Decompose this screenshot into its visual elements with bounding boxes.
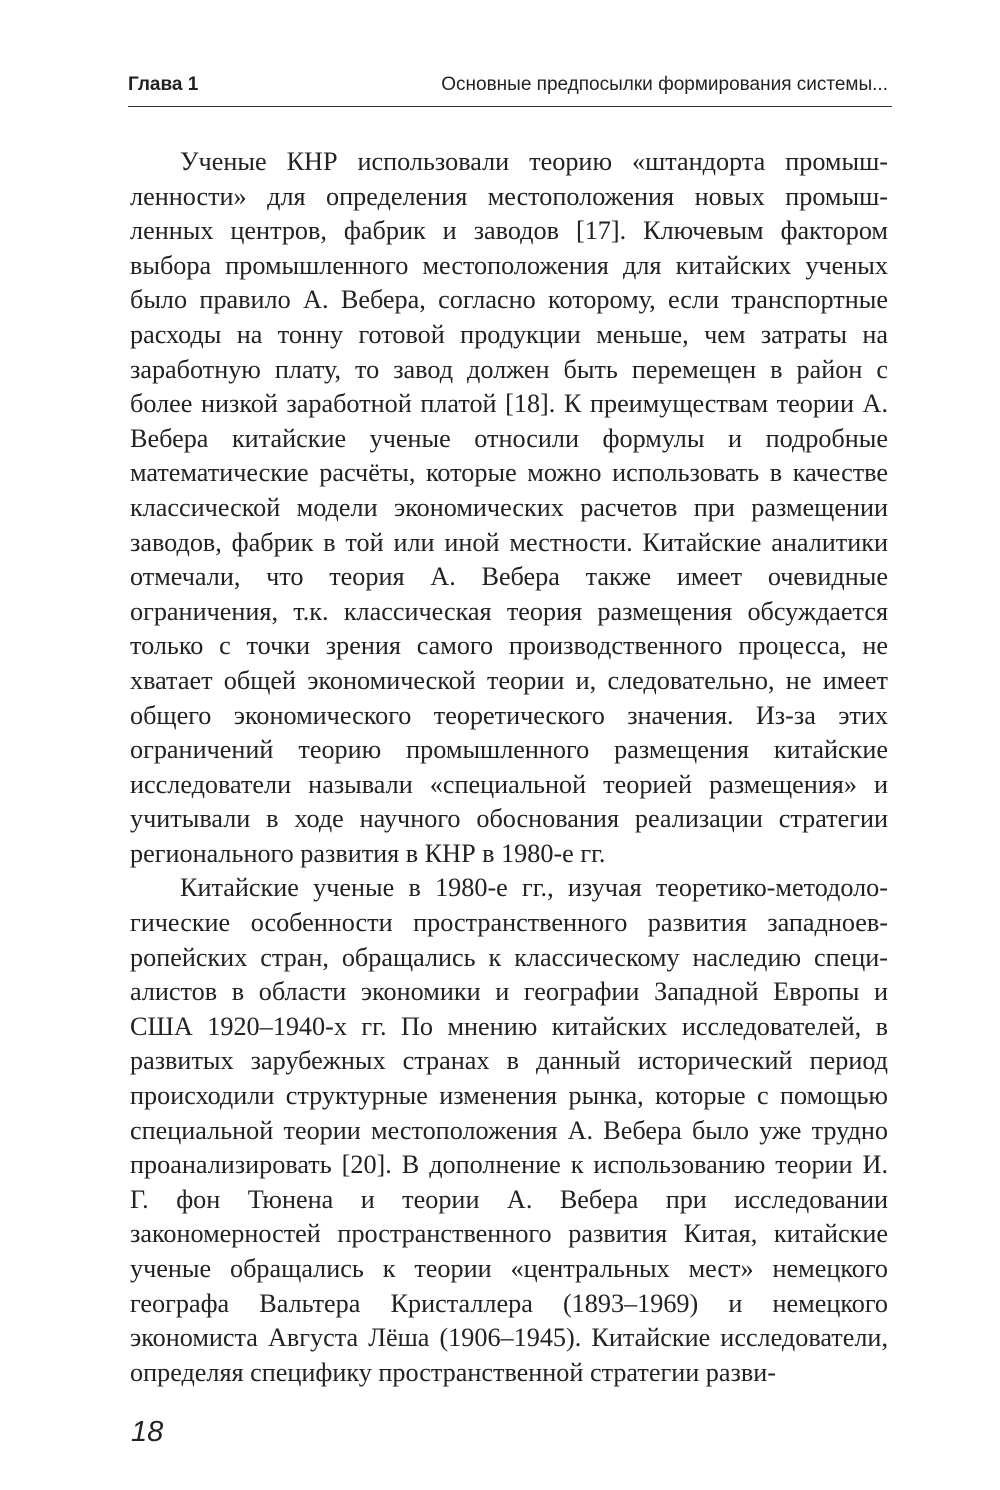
header-divider: [128, 106, 892, 107]
chapter-title: Основные предпосылки формирования системы...: [441, 74, 888, 95]
body-text: [130, 145, 888, 1390]
paragraph-1: Ученые КНР использовали теорию «штандорта промышленности» для определения местоположения новых промышленных центров, фабрик и заводов [17]. Ключевым фактором выбора промышленного местоположения для китайских ученых было правило А. Вебера, согласно которому, если транспортные расходы на тонну готовой продукции меньше, чем затраты на заработную плату, то завод должен быть перемещен в район с более низкой заработной платой [18]. К преимуществам теории А. Вебера китайские ученые относили формулы и подробные математические расчёты, которые можно использовать в качестве классической модели экономических расчетов при размещении заводов, фабрик в той или иной местности. Китайские аналитики отмечали, что теория А. Вебера также имеет очевидные ограничения, т.к. классическая теория размещения обсуждается только с точки зрения самого производственного процесса, не хватает общей экономической теории и, следовательно, не имеет общего экономического теоретического значения. Из-за этих ограничений теорию промышленного размещения китайские исследователи называли «специальной теорией размещения» и учитывали в ходе научного обоснования реализации стратегии регионального развития в КНР в 1980-е гг.: [130, 147, 888, 868]
chapter-label: Глава 1: [128, 74, 199, 95]
paragraph-2: Китайские ученые в 1980-е гг., изучая теоретико-методологические особенности пространственного развития западноевропейских стран, обращались к классическому наследию специалистов в области экономики и географии Западной Европы и США 1920–1940-х гг. По мнению китайских исследователей, в развитых зарубежных странах в данный исторический период происходили структурные изменения рынка, которые с помощью специальной теории местоположения А. Вебера было уже трудно проанализировать [20]. В дополнение к использованию теории И. Г. фон Тюнена и теории А. Вебера при исследовании закономерностей пространственного развития Китая, китайские ученые обращались к теории «центральных мест» немецкого географа Вальтера Кристаллера (1893–1969) и немецкого экономиста Августа Лёша (1906–1945). Китайские исследователи, определяя специфику пространственной стратегии разви-: [130, 873, 888, 1387]
running-head: [128, 74, 892, 104]
page-number: 18: [131, 1416, 164, 1448]
